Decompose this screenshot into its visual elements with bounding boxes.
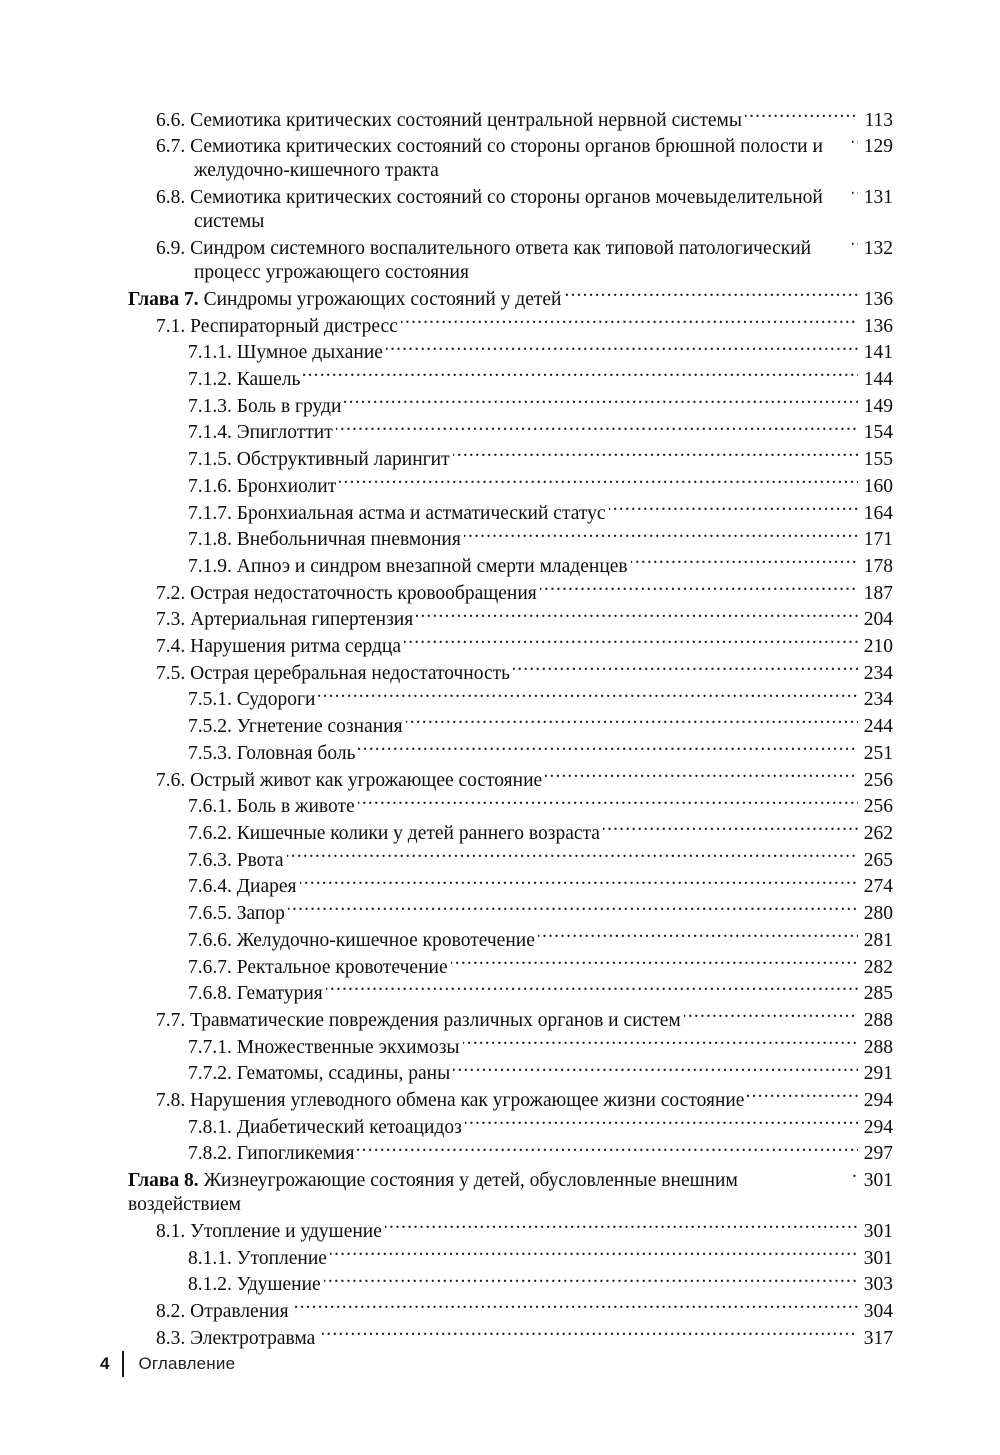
toc-dot-leader <box>463 1033 859 1053</box>
toc-entry-page-number: 303 <box>863 1274 893 1296</box>
toc-entry-number: 7.6.1. <box>188 796 237 818</box>
toc-entry-number: 7.4. <box>156 636 191 658</box>
toc-entry-label <box>156 662 511 686</box>
toc-entry-label <box>188 421 333 445</box>
toc-entry-title: Синдром системного воспалительного ответа как типовой патологический процесс угрожающего состояния <box>190 238 812 284</box>
table-of-contents-list <box>128 106 893 1351</box>
toc-entry[interactable] <box>188 819 893 846</box>
toc-entry-title: Острый живот как угрожающее состояние <box>190 769 543 791</box>
toc-entry-number: 7.5.1. <box>188 689 237 711</box>
footer-section-title: Оглавление <box>138 1354 236 1373</box>
toc-entry-number: 8.1.2. <box>188 1274 237 1296</box>
toc-entry-title: Судороги <box>236 689 316 711</box>
toc-entry-label <box>188 902 285 926</box>
toc-entry-title: Острая церебральная недостаточность <box>190 662 511 684</box>
toc-entry-label <box>188 849 284 873</box>
toc-dot-leader <box>747 1087 858 1107</box>
toc-entry[interactable] <box>188 419 893 446</box>
toc-dot-leader <box>300 873 858 893</box>
toc-entry-page-number: 274 <box>863 876 893 898</box>
toc-entry-number: 7.6.6. <box>188 929 237 951</box>
toc-entry-number: 8.1.1. <box>188 1247 237 1269</box>
toc-entry-number: 7.2. <box>156 582 191 604</box>
toc-entry-title: Электротравма <box>190 1327 316 1349</box>
toc-entry-page-number: 301 <box>863 1247 893 1269</box>
toc-entry-number: 7.5.2. <box>188 716 237 738</box>
toc-entry-title: Ректальное кровотечение <box>236 956 448 978</box>
toc-entry[interactable] <box>156 312 893 339</box>
toc-entry[interactable] <box>188 1033 893 1060</box>
toc-entry-number: 7.6.2. <box>188 822 237 844</box>
toc-entry-page-number: 113 <box>864 109 893 131</box>
toc-entry-page-number: 204 <box>863 609 893 631</box>
toc-entry[interactable] <box>188 1140 893 1167</box>
toc-entry-label <box>188 875 297 899</box>
toc-entry-page-number: 129 <box>863 136 893 158</box>
toc-entry-page-number: 155 <box>863 449 893 471</box>
toc-entry-page-number: 297 <box>863 1143 893 1165</box>
toc-entry-page-number: 294 <box>863 1116 893 1138</box>
toc-dot-leader <box>513 659 858 679</box>
toc-entry[interactable] <box>188 1113 893 1140</box>
toc-entry-page-number: 288 <box>863 1009 893 1031</box>
toc-entry-label <box>188 528 461 552</box>
toc-entry-label <box>188 715 403 739</box>
toc-entry-label <box>156 109 742 133</box>
toc-entry-number: 6.7. <box>156 136 191 158</box>
toc-entry-label <box>188 1062 451 1086</box>
toc-dot-leader <box>324 1271 858 1291</box>
toc-entry-page-number: 244 <box>863 716 893 738</box>
toc-entry-title: Бронхиолит <box>236 475 337 497</box>
toc-dot-leader <box>745 106 858 126</box>
toc-dot-leader <box>465 1113 858 1133</box>
toc-entry[interactable] <box>156 1218 893 1245</box>
toc-dot-leader <box>287 846 858 866</box>
toc-entry-page-number: 301 <box>863 1170 893 1192</box>
toc-entry-page-number: 234 <box>863 662 893 684</box>
toc-entry-page-number: 251 <box>863 742 893 764</box>
toc-dot-leader <box>852 235 858 255</box>
toc-entry-number: 8.2. <box>156 1301 191 1323</box>
toc-entry-page-number: 131 <box>863 187 893 209</box>
toc-dot-leader <box>401 312 858 332</box>
toc-entry-number: 7.1.3. <box>188 395 237 417</box>
footer-page-number: 4 <box>100 1354 110 1373</box>
toc-entry-title: Утопление <box>236 1247 327 1269</box>
toc-dot-leader <box>330 1244 858 1264</box>
toc-dot-leader <box>451 953 858 973</box>
toc-entry-title: Боль в животе <box>236 796 355 818</box>
toc-dot-leader <box>631 552 858 572</box>
toc-entry[interactable] <box>156 633 893 660</box>
toc-dot-leader <box>852 1167 858 1187</box>
toc-entry[interactable] <box>188 873 893 900</box>
toc-entry-label <box>188 475 337 499</box>
toc-entry-label <box>156 1300 292 1324</box>
toc-entry[interactable] <box>188 1060 893 1087</box>
toc-entry-title: Травматические повреждения различных органов и систем <box>190 1009 681 1031</box>
toc-entry-number: 8.3. <box>156 1327 191 1349</box>
toc-entry[interactable] <box>188 446 893 473</box>
toc-entry-page-number: 187 <box>863 582 893 604</box>
toc-entry-page-number: 234 <box>863 689 893 711</box>
toc-entry-number: Глава 7. <box>128 288 204 310</box>
toc-entry-label <box>188 929 535 953</box>
toc-dot-leader <box>344 392 858 412</box>
toc-entry-number: 7.1.6. <box>188 475 237 497</box>
toc-entry-number: 7.6. <box>156 769 191 791</box>
toc-entry-title: Нарушения ритма сердца <box>190 636 401 658</box>
toc-entry-page-number: 262 <box>863 822 893 844</box>
toc-entry-label <box>156 635 401 659</box>
toc-entry-label <box>188 341 383 365</box>
toc-entry[interactable] <box>188 980 893 1007</box>
toc-entry-label <box>156 1327 319 1351</box>
toc-dot-leader <box>852 184 858 204</box>
toc-entry-page-number: 281 <box>863 929 893 951</box>
toc-entry-page-number: 282 <box>863 956 893 978</box>
toc-entry-label <box>188 982 323 1006</box>
toc-dot-leader <box>453 446 858 466</box>
toc-dot-leader <box>538 926 858 946</box>
toc-entry[interactable] <box>188 926 893 953</box>
toc-entry-number: 7.8.1. <box>188 1116 237 1138</box>
toc-entry[interactable] <box>188 552 893 579</box>
toc-entry-number: 7.6.5. <box>188 903 237 925</box>
toc-entry-number: 7.8.2. <box>188 1143 237 1165</box>
toc-entry-title: Эпиглоттит <box>236 422 333 444</box>
toc-dot-leader <box>565 285 859 305</box>
toc-entry-label <box>188 448 450 472</box>
toc-dot-leader <box>545 766 858 786</box>
toc-entry-number: 7.1.4. <box>188 422 237 444</box>
toc-entry-title: Диабетический кетоацидоз <box>236 1116 462 1138</box>
toc-entry-title: Семиотика критических состояний со стороны органов брюшной полости и желудочно-кишечного тракта <box>190 136 823 182</box>
toc-entry-page-number: 154 <box>863 422 893 444</box>
toc-entry[interactable] <box>188 953 893 980</box>
toc-entry-label <box>188 956 448 980</box>
toc-entry-number: 7.6.4. <box>188 876 237 898</box>
toc-entry-page-number: 136 <box>863 288 893 310</box>
toc-entry-label <box>188 502 606 526</box>
toc-entry-title: Острая недостаточность кровообращения <box>190 582 537 604</box>
toc-entry-number: 7.6.7. <box>188 956 237 978</box>
toc-entry-number: 7.7.1. <box>188 1036 237 1058</box>
toc-entry-number: 7.1. <box>156 315 191 337</box>
toc-dot-leader <box>385 1218 858 1238</box>
toc-entry-title: Бронхиальная астма и астматический статус <box>236 502 606 524</box>
toc-entry[interactable] <box>188 846 893 873</box>
toc-entry-page-number: 280 <box>863 903 893 925</box>
toc-entry-label <box>156 186 849 234</box>
toc-entry-title: Синдромы угрожающих состояний у детей <box>203 288 562 310</box>
toc-entry-title: Отравления <box>190 1301 289 1323</box>
toc-entry-label <box>188 795 355 819</box>
toc-dot-leader <box>326 980 858 1000</box>
toc-entry-title: Кишечные колики у детей раннего возраста <box>236 822 600 844</box>
toc-entry-number: 7.7. <box>156 1009 191 1031</box>
toc-dot-leader <box>609 499 858 519</box>
toc-entry-title: Гематомы, ссадины, раны <box>236 1063 451 1085</box>
toc-entry-title: Жизнеугрожающие состояния у детей, обусловленные внешним воздействием <box>128 1170 738 1216</box>
toc-entry-page-number: 256 <box>863 769 893 791</box>
toc-entry-label <box>188 1247 327 1271</box>
toc-dot-leader <box>464 526 858 546</box>
toc-entry[interactable] <box>188 1271 893 1298</box>
toc-entry-label <box>188 555 628 579</box>
toc-entry-page-number: 291 <box>863 1063 893 1085</box>
toc-entry-label <box>156 237 849 285</box>
toc-entry-label <box>156 1009 681 1033</box>
toc-entry[interactable] <box>188 526 893 553</box>
toc-entry-number: 8.1. <box>156 1221 191 1243</box>
toc-entry-page-number: 144 <box>863 369 893 391</box>
toc-entry[interactable] <box>156 659 893 686</box>
toc-entry-label <box>156 1220 382 1244</box>
toc-entry-title: Нарушения углеводного обмена как угрожающее жизни состояние <box>190 1090 745 1112</box>
toc-entry[interactable] <box>156 1087 893 1114</box>
toc-entry-number: 7.6.3. <box>188 849 237 871</box>
toc-entry-title: Угнетение сознания <box>236 716 403 738</box>
toc-entry-label <box>188 742 356 766</box>
toc-entry-page-number: 171 <box>863 529 893 551</box>
toc-entry-number: 7.6.8. <box>188 983 237 1005</box>
toc-entry-page-number: 132 <box>863 238 893 260</box>
toc-dot-leader <box>852 133 858 153</box>
toc-entry[interactable] <box>156 579 893 606</box>
toc-dot-leader <box>339 472 858 492</box>
toc-entry-page-number: 178 <box>863 555 893 577</box>
toc-dot-leader <box>303 366 858 386</box>
toc-entry-label <box>188 1116 462 1140</box>
toc-entry-label <box>128 1169 849 1217</box>
toc-entry[interactable] <box>156 106 893 133</box>
toc-entry[interactable] <box>156 1298 893 1325</box>
toc-entry-number: 7.1.8. <box>188 529 237 551</box>
toc-entry[interactable] <box>188 339 893 366</box>
toc-entry[interactable] <box>188 739 893 766</box>
toc-entry-number: 7.3. <box>156 609 191 631</box>
toc-entry[interactable] <box>188 713 893 740</box>
toc-entry[interactable] <box>156 1324 893 1351</box>
toc-entry[interactable] <box>188 1244 893 1271</box>
toc-dot-leader <box>295 1298 858 1318</box>
toc-entry-title: Гематурия <box>236 983 323 1005</box>
toc-entry-page-number: 265 <box>863 849 893 871</box>
toc-entry-number: 7.1.1. <box>188 342 237 364</box>
toc-entry[interactable] <box>128 1167 893 1218</box>
page-footer <box>100 1351 235 1377</box>
toc-dot-leader <box>404 633 858 653</box>
toc-entry-title: Кашель <box>236 369 301 391</box>
toc-entry-page-number: 304 <box>863 1301 893 1323</box>
toc-dot-leader <box>406 713 858 733</box>
toc-entry-label <box>156 315 398 339</box>
toc-entry-page-number: 301 <box>863 1221 893 1243</box>
toc-entry[interactable] <box>188 793 893 820</box>
toc-entry-label <box>188 395 342 419</box>
toc-entry-number: 7.7.2. <box>188 1063 237 1085</box>
toc-dot-leader <box>322 1324 858 1344</box>
toc-entry-label <box>188 1142 355 1166</box>
toc-entry-page-number: 256 <box>863 796 893 818</box>
toc-dot-leader <box>358 793 858 813</box>
toc-entry-number: 7.8. <box>156 1090 191 1112</box>
toc-entry[interactable] <box>156 133 893 184</box>
toc-entry-title: Боль в груди <box>236 395 342 417</box>
toc-entry-title: Множественные экхимозы <box>236 1036 460 1058</box>
toc-entry-page-number: 317 <box>863 1327 893 1349</box>
toc-entry-title: Обструктивный ларингит <box>236 449 450 471</box>
toc-dot-leader <box>416 606 858 626</box>
toc-entry-title: Гипогликемия <box>236 1143 355 1165</box>
toc-entry-title: Шумное дыхание <box>236 342 383 364</box>
toc-dot-leader <box>453 1060 858 1080</box>
toc-entry-title: Внебольничная пневмония <box>236 529 461 551</box>
toc-entry-page-number: 288 <box>863 1036 893 1058</box>
toc-entry-label <box>156 608 414 632</box>
toc-dot-leader <box>336 419 858 439</box>
toc-dot-leader <box>357 1140 858 1160</box>
toc-entry-label <box>156 135 849 183</box>
toc-entry-title: Головная боль <box>236 742 356 764</box>
toc-entry-title: Рвота <box>236 849 284 871</box>
toc-entry-title: Запор <box>236 903 285 925</box>
toc-entry-label <box>188 1036 460 1060</box>
toc-entry-title: Апноэ и синдром внезапной смерти младенцев <box>236 555 628 577</box>
toc-entry-page-number: 160 <box>863 475 893 497</box>
toc-entry-page-number: 210 <box>863 636 893 658</box>
toc-entry-title: Семиотика критических состояний центральной нервной системы <box>190 109 742 131</box>
toc-entry[interactable] <box>156 184 893 235</box>
toc-entry[interactable] <box>156 766 893 793</box>
toc-entry-number: 7.5.3. <box>188 742 237 764</box>
toc-entry-title: Артериальная гипертензия <box>190 609 414 631</box>
toc-dot-leader <box>540 579 858 599</box>
toc-entry-page-number: 149 <box>863 395 893 417</box>
toc-dot-leader <box>318 686 858 706</box>
toc-entry-number: 7.1.2. <box>188 369 237 391</box>
toc-entry-number: 6.9. <box>156 238 191 260</box>
toc-entry[interactable] <box>188 392 893 419</box>
toc-entry-number: 7.1.7. <box>188 502 237 524</box>
toc-entry[interactable] <box>188 900 893 927</box>
toc-entry[interactable] <box>188 366 893 393</box>
toc-entry[interactable] <box>156 606 893 633</box>
toc-entry-number: 6.8. <box>156 187 191 209</box>
toc-entry-page-number: 164 <box>863 502 893 524</box>
toc-dot-leader <box>288 900 858 920</box>
toc-entry[interactable] <box>188 499 893 526</box>
toc-entry[interactable] <box>156 1006 893 1033</box>
toc-entry-label <box>188 1273 321 1297</box>
toc-entry-label <box>188 822 600 846</box>
toc-entry[interactable] <box>156 235 893 286</box>
toc-entry-page-number: 285 <box>863 983 893 1005</box>
toc-entry-label <box>128 288 562 312</box>
toc-entry-label <box>188 688 316 712</box>
toc-entry-page-number: 141 <box>863 342 893 364</box>
toc-entry-page-number: 136 <box>863 315 893 337</box>
toc-entry[interactable] <box>128 285 893 312</box>
toc-entry-number: 7.1.9. <box>188 555 237 577</box>
toc-entry[interactable] <box>188 686 893 713</box>
toc-dot-leader <box>358 739 858 759</box>
toc-entry-label <box>156 769 543 793</box>
toc-entry-label <box>188 368 301 392</box>
toc-entry-number: Глава 8. <box>128 1170 204 1192</box>
toc-dot-leader <box>386 339 858 359</box>
toc-entry-title: Диарея <box>236 876 297 898</box>
toc-entry-title: Желудочно-кишечное кровотечение <box>236 929 535 951</box>
toc-entry-title: Утопление и удушение <box>190 1221 382 1243</box>
toc-dot-leader <box>603 819 858 839</box>
toc-entry-number: 6.6. <box>156 109 191 131</box>
toc-dot-leader <box>684 1006 858 1026</box>
toc-entry[interactable] <box>188 472 893 499</box>
toc-entry-label <box>156 582 537 606</box>
toc-entry-title: Респираторный дистресс <box>190 315 398 337</box>
toc-entry-label <box>156 1089 745 1113</box>
toc-entry-number: 7.1.5. <box>188 449 237 471</box>
toc-entry-number: 7.5. <box>156 662 191 684</box>
toc-entry-title: Семиотика критических состояний со стороны органов мочевыделительной системы <box>190 187 823 233</box>
toc-entry-page-number: 294 <box>863 1090 893 1112</box>
toc-entry-title: Удушение <box>236 1274 321 1296</box>
